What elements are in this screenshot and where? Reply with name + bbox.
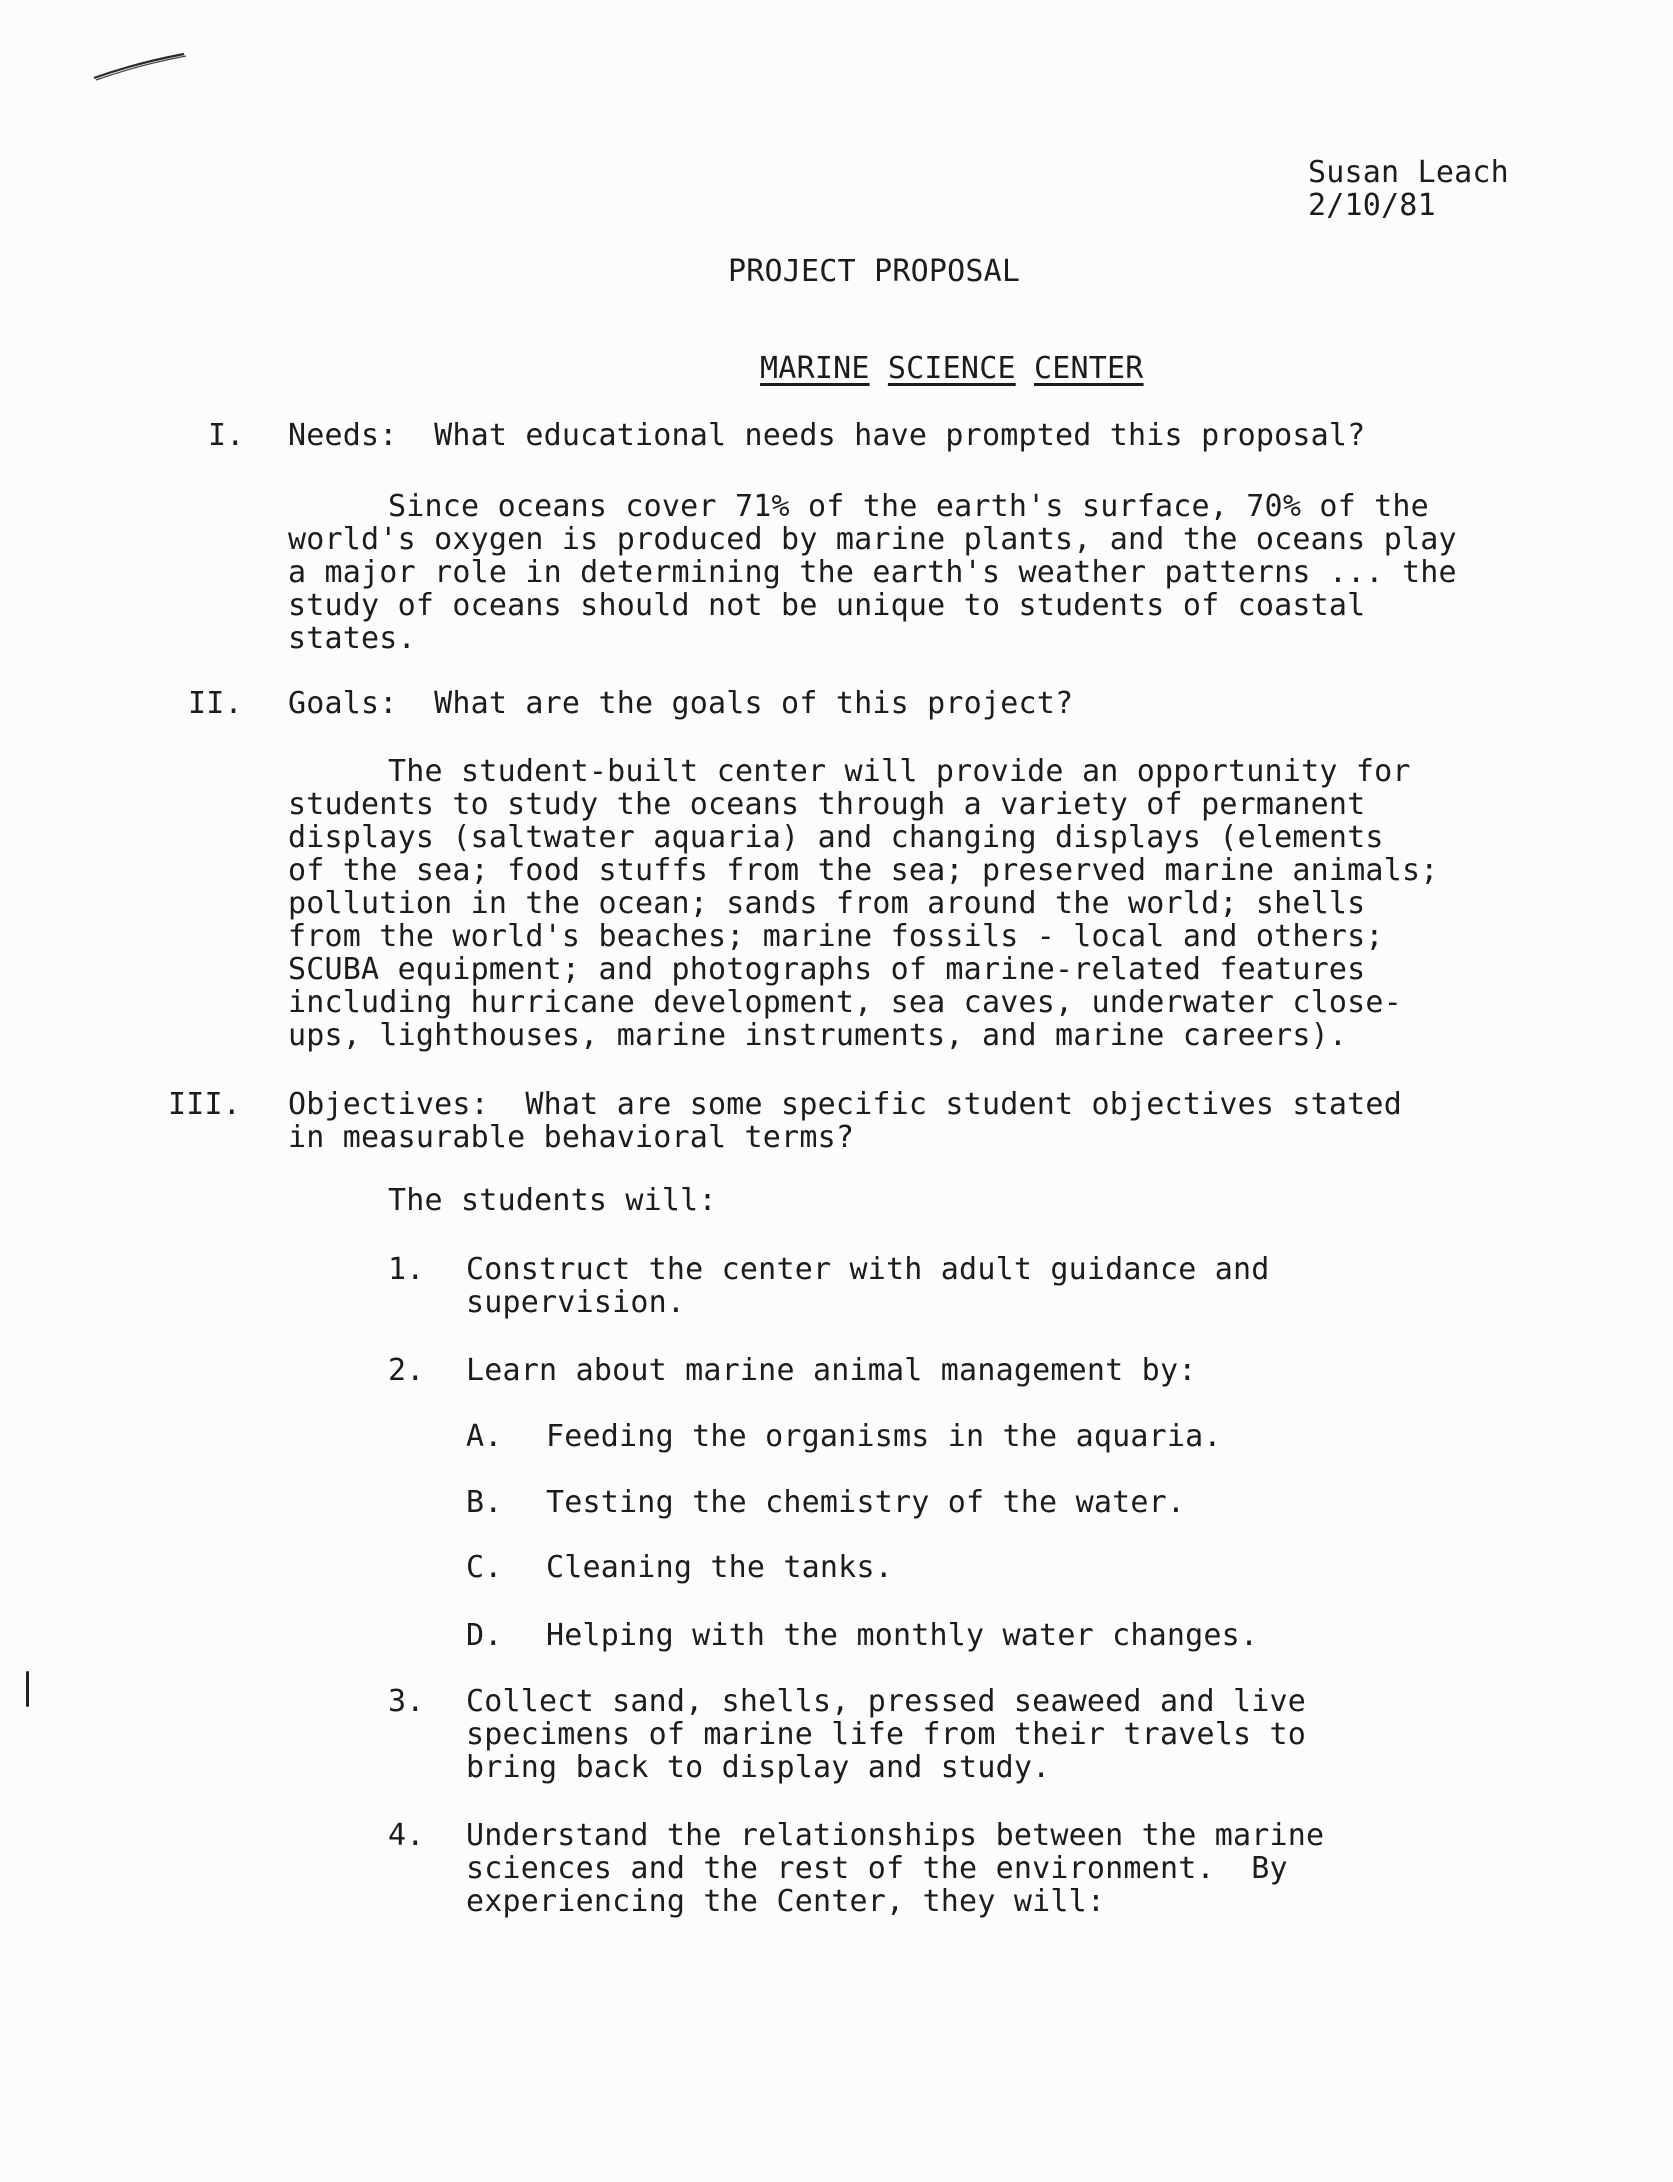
sub-item-letter: A. <box>466 1419 503 1454</box>
sub-item-text: Cleaning the tanks. <box>546 1550 893 1585</box>
objective-text: Learn about marine animal management by: <box>466 1353 1197 1388</box>
objective-text: specimens of marine life from their travels to <box>466 1717 1307 1752</box>
sub-item-letter: B. <box>466 1485 503 1520</box>
sub-item-letter: C. <box>466 1550 503 1585</box>
paragraph-line: from the world's beaches; marine fossils - local and others; <box>288 919 1384 954</box>
pen-scribble-mark <box>92 50 202 82</box>
page-title: PROJECT PROPOSAL <box>728 254 1021 289</box>
objective-number: 1. <box>388 1252 425 1287</box>
objective-text: supervision. <box>466 1285 686 1320</box>
section-question: Objectives: What are some specific student objectives stated <box>288 1087 1402 1122</box>
objective-number: 2. <box>388 1353 425 1388</box>
objective-text: Construct the center with adult guidance and <box>466 1252 1270 1287</box>
subtitle-word: CENTER <box>1034 351 1144 386</box>
sub-item-text: Testing the chemistry of the water. <box>546 1485 1186 1520</box>
paragraph-line: a major role in determining the earth's weather patterns ... the <box>288 555 1457 590</box>
objective-number: 3. <box>388 1684 425 1719</box>
subtitle-word: SCIENCE <box>887 351 1016 386</box>
paragraph-line: ups, lighthouses, marine instruments, and marine careers). <box>288 1018 1348 1053</box>
paragraph-line: world's oxygen is produced by marine plants, and the oceans play <box>288 522 1457 557</box>
paragraph-line: including hurricane development, sea caves, underwater close- <box>288 985 1402 1020</box>
paragraph-line: of the sea; food stuffs from the sea; preserved marine animals; <box>288 853 1439 888</box>
paragraph-line: displays (saltwater aquaria) and changing displays (elements <box>288 820 1384 855</box>
objective-text: bring back to display and study. <box>466 1750 1051 1785</box>
subtitle-word: MARINE <box>760 351 870 386</box>
section-question: Needs: What educational needs have prompted this proposal? <box>288 418 1366 453</box>
paragraph-line: states. <box>288 621 416 656</box>
author-name: Susan Leach <box>1308 155 1509 190</box>
paragraph-line: Since oceans cover 71% of the earth's surface, 70% of the <box>388 489 1429 524</box>
section-question: Goals: What are the goals of this project? <box>288 686 1074 721</box>
section-numeral: III. <box>168 1087 242 1122</box>
section-numeral: I. <box>208 418 245 453</box>
paragraph-line: study of oceans should not be unique to students of coastal <box>288 588 1366 623</box>
objective-text: experiencing the Center, they will: <box>466 1884 1106 1919</box>
sub-item-text: Feeding the organisms in the aquaria. <box>546 1419 1222 1454</box>
objectives-intro: The students will: <box>388 1183 717 1218</box>
paragraph-line: students to study the oceans through a variety of permanent <box>288 787 1366 822</box>
sub-item-text: Helping with the monthly water changes. <box>546 1618 1259 1653</box>
paragraph-line: The student-built center will provide an opportunity for <box>388 754 1411 789</box>
sub-item-letter: D. <box>466 1618 503 1653</box>
page-subtitle <box>687 321 1144 417</box>
paragraph-line: pollution in the ocean; sands from around the world; shells <box>288 886 1366 921</box>
section-question: in measurable behavioral terms? <box>288 1120 855 1155</box>
objective-number: 4. <box>388 1818 425 1853</box>
margin-pen-mark <box>26 1671 29 1707</box>
paragraph-line: SCUBA equipment; and photographs of marine-related features <box>288 952 1366 987</box>
document-date: 2/10/81 <box>1308 188 1436 223</box>
objective-text: Collect sand, shells, pressed seaweed and live <box>466 1684 1307 1719</box>
objective-text: sciences and the rest of the environment. By <box>466 1851 1288 1886</box>
section-numeral: II. <box>188 686 243 721</box>
objective-text: Understand the relationships between the marine <box>466 1818 1325 1853</box>
